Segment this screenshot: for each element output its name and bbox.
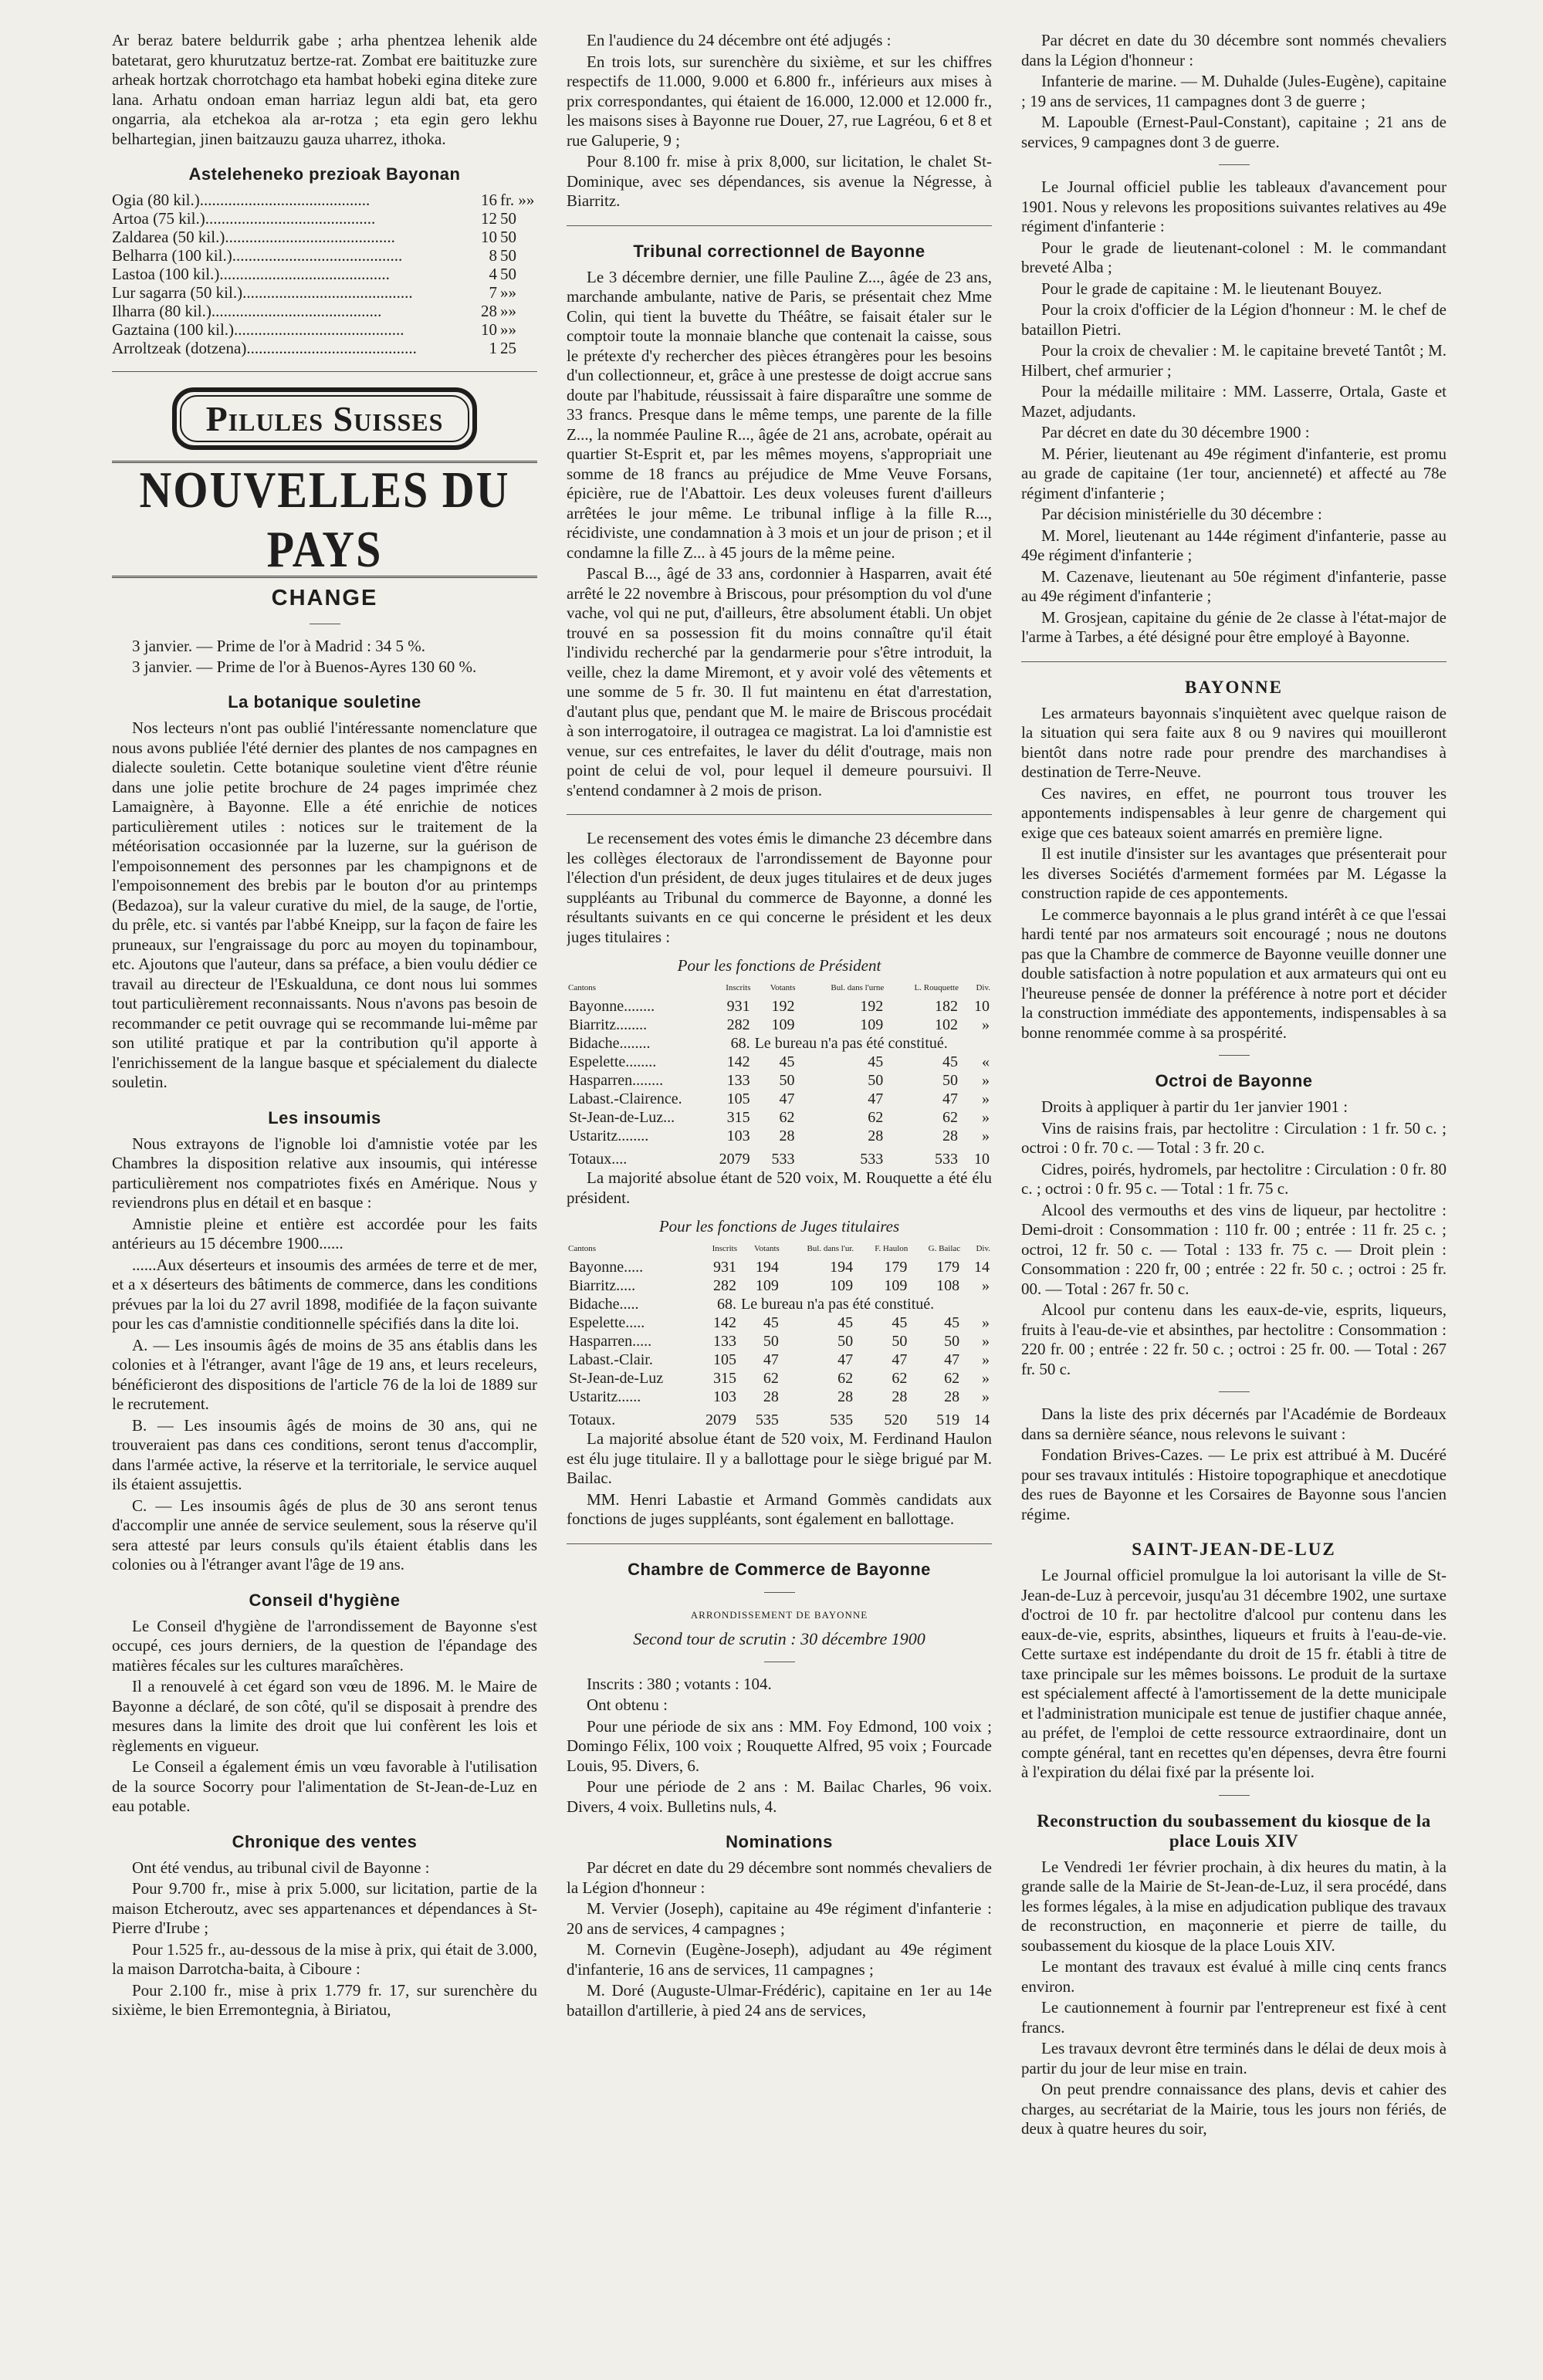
prices-title: Asteleheneko prezioak Bayonan bbox=[188, 164, 461, 184]
price-item: Zaldarea (50 kil.).......................................... bbox=[112, 228, 395, 246]
table-cell: 50 bbox=[779, 1072, 795, 1089]
divider bbox=[1219, 1391, 1250, 1392]
table-header: Inscrits bbox=[726, 983, 751, 992]
table-cell: 108 bbox=[936, 1277, 960, 1294]
table-cell: 50 bbox=[868, 1072, 884, 1089]
table-cell: » bbox=[982, 1090, 990, 1107]
price-item: Arroltzeak (dotzena).......................................... bbox=[112, 339, 417, 357]
table-cell: Bayonne..... bbox=[569, 1259, 644, 1276]
nominations-title: Nominations bbox=[726, 1832, 833, 1851]
table-cell: 109 bbox=[830, 1277, 854, 1294]
table-cell: 47 bbox=[944, 1351, 960, 1368]
change-line-2: 3 janvier. — Prime de l'or à Buenos-Ayres 130 60 %. bbox=[132, 658, 477, 676]
table-cell: 28 bbox=[942, 1127, 958, 1144]
price-unit: 50 bbox=[500, 265, 516, 283]
table-cell: 50 bbox=[944, 1333, 960, 1350]
price-unit: 50 bbox=[500, 209, 516, 228]
nominations-p3: M. Cornevin (Eugène-Joseph), adjudant au 49e régiment d'infanterie, 16 ans de services, 11 campagnes ; bbox=[567, 1940, 992, 1979]
divider bbox=[567, 814, 992, 815]
price-item: Belharra (100 kil.).......................................... bbox=[112, 246, 403, 265]
insoumis-p3: ......Aux déserteurs et insoumis des armées de terre et de mer, et a x déserteurs des bâtiments de commerce, dans les conditions prévues par la loi du 27 avril 1898, modifiée de la façon suivante pour les cas d'amnistie conditionnelle spécifiés dans la dite loi. bbox=[112, 1255, 537, 1333]
table-cell: 47 bbox=[837, 1351, 854, 1368]
table-cell: Espelette........ bbox=[569, 1053, 657, 1070]
avancement-p5: Pour le grade de lieutenant-colonel : M. le commandant breveté Alba ; bbox=[1021, 238, 1447, 276]
table-cell: 50 bbox=[942, 1072, 958, 1089]
ventes-cont-3: Pour 8.100 fr. mise à prix 8,000, sur licitation, le chalet St-Dominique, avec ses dépendances, sis avenue la Négresse, à Biarritz. bbox=[567, 152, 992, 210]
legion-p2: Infanterie de marine. — M. Duhalde (Jules-Eugène), capitaine ; 19 ans de services, 11 campagnes dont 3 de guerre ; bbox=[1021, 72, 1447, 110]
table-cell: 50 bbox=[837, 1333, 854, 1350]
table-cell: 45 bbox=[763, 1314, 779, 1331]
table-cell: 28 bbox=[837, 1388, 854, 1405]
advertisement bbox=[118, 387, 531, 450]
table-header: F. Haulon bbox=[875, 1244, 909, 1253]
judges-result: La majorité absolue étant de 520 voix, M. Ferdinand Haulon est élu juge titulaire. Il y a ballottage pour le siège brigué par M. Bailac. bbox=[567, 1429, 992, 1487]
table-cell: 315 bbox=[712, 1370, 736, 1387]
table-cell: 45 bbox=[942, 1053, 958, 1070]
chambre-title: Chambre de Commerce de Bayonne bbox=[628, 1559, 931, 1579]
table-cell: 282 bbox=[726, 1016, 750, 1033]
table-cell: » bbox=[982, 1016, 990, 1033]
price-value: 12 bbox=[481, 209, 497, 228]
columns bbox=[112, 31, 1447, 2346]
botanique-text: Nos lecteurs n'ont pas oublié l'intéressante nomenclature que nous avons publiée l'été dernier des plantes de nos campagnes en dialecte souletin. Cette botanique souletine vient d'être réunie dans une jolie petite brochure de 24 pages imprimée chez Lamaignère, à Bayonne. Elle a été enrichie de notices particulièrement utiles : notices sur le traitement de la météorisation occasionnée par la luzerne, sur la guérison de l'empoisonnement des personnes par les champignons et de l'empoisonnement des brebis par le bouton d'or au printemps (Bedazoa), sur la valeur curative du miel, de la sauge, de l'ortie, du prêle, etc. si vantés par l'abbé Kneipp, sur la façon de faire les pruneaux, sur l'engraissage du porc au moyen du topinambour, etc. Ajoutons que l'auteur, dans sa préface, a bien voulu dédier ce travail au directeur de l'Eskualduna, ce dont nous lui sommes tout particulièrement reconnaissants. Nous n'avons pas besoin de recommander ce petit ouvrage qui se recommande lui-même par son utilité pratique et par la contribution qu'il apporte à l'enrichissement de la langue basque et spécialement du dialecte souletin. bbox=[112, 718, 537, 1091]
table-cell: 62 bbox=[779, 1109, 795, 1126]
table-row bbox=[567, 1053, 992, 1071]
table-cell: 45 bbox=[892, 1314, 908, 1331]
table-cell: » bbox=[982, 1333, 990, 1350]
table-cell: 68. bbox=[730, 1035, 750, 1052]
kiosque-p4: Les travaux devront être terminés dans le délai de deux mois à partir du jour de leur mise en train. bbox=[1021, 2039, 1447, 2077]
table-row bbox=[567, 1108, 992, 1127]
price-item: Lur sagarra (50 kil.).......................................... bbox=[112, 283, 413, 302]
decision-p13: M. Morel, lieutenant au 144e régiment d'infanterie, passe au 49e régiment d'infanterie ; bbox=[1021, 526, 1447, 564]
table-cell: 10 bbox=[974, 1151, 990, 1168]
kiosque-p2: Le montant des travaux est évalué à mille cinq cents francs environ. bbox=[1021, 1957, 1447, 1996]
hygiene-p3: Le Conseil a également émis un vœu favorable à l'utilisation de la source Socorry pour l'alimentation de St-Jean-de-Luz en eau potable. bbox=[112, 1757, 537, 1815]
price-value: 8 bbox=[489, 246, 497, 265]
table-cell: 28 bbox=[763, 1388, 779, 1405]
kiosque-p1: Le Vendredi 1er février prochain, à dix heures du matin, à la grande salle de la Mairie de St-Jean-de-Luz, il sera procédé, dans les formes légales, à la mise en adjudication publique des travaux de reconstruction, en maçonnerie et pierre de taille, du soubassement du kiosque de la place Louis XIV. bbox=[1021, 1857, 1447, 1955]
price-item: Artoa (75 kil.).......................................... bbox=[112, 209, 376, 228]
table-row bbox=[567, 1276, 992, 1295]
academie-p2: Fondation Brives-Cazes. — Le prix est attribué à M. Ducéré pour ses travaux intitulés : Histoire topographique et anecdotique des rues de Bayonne et les Corsaires de Bayonne sous l'ancien régime. bbox=[1021, 1445, 1447, 1523]
column-3 bbox=[1021, 31, 1447, 2346]
table-cell: 931 bbox=[712, 1259, 736, 1276]
ad-frame bbox=[172, 387, 478, 450]
ventes-cont-1: En l'audience du 24 décembre ont été adjugés : bbox=[587, 31, 892, 49]
ad-text: Pilules Suisses bbox=[205, 399, 444, 438]
table-header: Cantons bbox=[568, 983, 597, 992]
table-cell: » bbox=[982, 1370, 990, 1387]
table-cell: Bayonne........ bbox=[569, 998, 655, 1015]
table-row-bidache bbox=[567, 1295, 992, 1313]
table-header: Votants bbox=[770, 983, 796, 992]
table-cell: 931 bbox=[726, 998, 750, 1015]
table-cell: 10 bbox=[974, 998, 990, 1015]
table-cell: 62 bbox=[892, 1370, 908, 1387]
price-unit: »» bbox=[500, 283, 516, 302]
tribunal-title: Tribunal correctionnel de Bayonne bbox=[633, 241, 925, 261]
decision-p14: M. Cazenave, lieutenant au 50e régiment d'infanterie, passe au 49e régiment d'infanterie ; bbox=[1021, 566, 1447, 605]
section-masthead: NOUVELLES DU PAYS bbox=[139, 461, 510, 578]
table-cell: 47 bbox=[942, 1090, 958, 1107]
table-cell: » bbox=[982, 1351, 990, 1368]
botanique-title: La botanique souletine bbox=[228, 692, 421, 712]
table-cell: 28 bbox=[892, 1388, 908, 1405]
table-cell: 50 bbox=[763, 1333, 779, 1350]
table-cell: 109 bbox=[755, 1277, 779, 1294]
table-cell-note: Le bureau n'a pas été constitué. bbox=[740, 1296, 935, 1313]
table-total-row bbox=[567, 1145, 992, 1168]
bayonne-p4: Le commerce bayonnais a le plus grand intérêt à ce que l'essai hardi tenté par nos armateurs soit encouragé ; nous ne doutons pas que la Chambre de commerce de Bayonne veuille donner une double satisfaction à notre population et aux armateurs qui ont eu l'heureuse pensée de donner la préférence à notre port et décider la construction immédiate des appontements, indispensables à sa bonne renommée comme à sa prospérité. bbox=[1021, 904, 1447, 1042]
price-unit: »» bbox=[500, 320, 516, 339]
table-row bbox=[567, 1016, 992, 1034]
table-cell: Ustaritz........ bbox=[569, 1127, 649, 1144]
table-cell: 28 bbox=[944, 1388, 960, 1405]
table-cell: 535 bbox=[830, 1411, 854, 1428]
price-item: Gaztaina (100 kil.).......................................... bbox=[112, 320, 404, 339]
table-cell: 109 bbox=[884, 1277, 908, 1294]
table-cell: » bbox=[982, 1314, 990, 1331]
insoumis-p4: A. — Les insoumis âgés de moins de 35 ans établis dans les colonies et à l'étranger, avant l'âge de 19 ans, et leurs receleurs, bénéficieront des dispositions de l'article 76 de la loi de 1889 sur le recrutement. bbox=[112, 1335, 537, 1413]
recensement-text: Le recensement des votes émis le dimanche 23 décembre dans les collèges électoraux de l'arrondissement de Bayonne pour l'élection d'un président, de deux juges titulaires et de deux juges suppléants au Tribunal du commerce de Bayonne, a donné les résultants suivants en ce qui concerne le président et les deux juges titulaires : bbox=[567, 829, 992, 946]
table-cell: » bbox=[982, 1388, 990, 1405]
table-cell: Totaux. bbox=[569, 1411, 616, 1428]
column-2 bbox=[567, 31, 992, 2346]
nominations-p4: M. Doré (Auguste-Ulmar-Frédéric), capitaine en 1er au 14e bataillon d'artillerie, à pied 24 ans de services, bbox=[567, 1981, 992, 2020]
price-row bbox=[112, 302, 537, 320]
price-unit: 25 bbox=[500, 339, 516, 357]
price-item: Ogia (80 kil.).......................................... bbox=[112, 191, 371, 209]
price-value: 16 bbox=[481, 191, 497, 209]
chambre-p3: Pour une période de six ans : MM. Foy Edmond, 100 voix ; Domingo Félix, 100 voix ; Rouquette Alfred, 95 voix ; Fourcade Louis, 95. Divers, 6. bbox=[567, 1716, 992, 1775]
bayonne-p2: Ces navires, en effet, ne pourront tous trouver les appontements indispensables à leur genre de chargement qui exige que ces bateaux soient amarrés en première ligne. bbox=[1021, 783, 1447, 842]
table-header: G. Bailac bbox=[928, 1244, 961, 1253]
table-cell: Ustaritz...... bbox=[569, 1388, 641, 1405]
insoumis-p5: B. — Les insoumis âgés de moins de 30 ans, qui ne trouveraient pas dans ces conditions, seront tenus d'accomplir, dans l'armée active, la réserve et la territoriale, le service auquel ils étaient assujettis. bbox=[112, 1415, 537, 1493]
insoumis-p6: C. — Les insoumis âgés de plus de 30 ans seront tenus d'accomplir une année de service seulement, sous la réserve qu'il sera attesté par leurs consuls qu'ils étaient établis dans les colonies ou à l'étranger avant l'âge de 19 ans. bbox=[112, 1496, 537, 1574]
avancement-p9: Pour la médaille militaire : MM. Lasserre, Ortala, Gaste et Mazet, adjudants. bbox=[1021, 382, 1447, 421]
table-cell: 109 bbox=[771, 1016, 795, 1033]
legion-p1: Par décret en date du 30 décembre sont nommés chevaliers dans la Légion d'honneur : bbox=[1021, 31, 1447, 69]
table-cell: » bbox=[982, 1109, 990, 1126]
table-total-row bbox=[567, 1406, 992, 1429]
price-unit: »» bbox=[500, 302, 516, 320]
stjean-p1: Le Journal officiel promulgue la loi autorisant la ville de St-Jean-de-Luz à percevoir, jusqu'au 31 décembre 1902, une surtaxe d'octroi de 10 fr. par hectolitre d'alcool pur contenu dans les eaux-de-vie, esprits, absinthes, liqueurs et fruits à l'eau-de-vie. Cette surtaxe est indépendante du droit de 15 fr. établi à titre de taxe principale sur les mêmes boissons. Le produit de la surtaxe est spécialement affecté à l'amortissement de la dette municipale et l'administration municipale est tenue de justifier chaque année, au préfet, de l'emploi de cette ressource extraordinaire, dont un compte général, tant en recettes qu'en dépenses, devra être fourni à l'expiration du délai fixé par la présente loi. bbox=[1021, 1566, 1447, 1781]
table-row bbox=[567, 1332, 992, 1351]
table-cell: 14 bbox=[974, 1411, 990, 1428]
judges-votes-table bbox=[567, 1239, 992, 1429]
table-cell: » bbox=[982, 1277, 990, 1294]
table-cell: 62 bbox=[837, 1370, 854, 1387]
chambre-p2: Ont obtenu : bbox=[587, 1695, 668, 1714]
price-value: 1 bbox=[489, 339, 497, 357]
price-row bbox=[112, 228, 537, 246]
tribunal-p1: Le 3 décembre dernier, une fille Pauline Z..., âgée de 23 ans, marchande ambulante, native de Paris, se présentait chez Mme Colin, qui tient la buvette du Théâtre, se faisait étaler sur le comptoir toute la monnaie blanche que contenait la caisse, sous le prétexte d'y rechercher des pièces étrangères pour les besoins d'un collectionneur, et, grâce à une prestesse de doigt accrue sans doute par l'habitude, réussissait à faire disparaître une somme de 33 francs. Presque dans le même temps, une parente de la fille Z..., la nommée Pauline R..., âgée de 21 ans, acrobate, opérait au quartier St-Esprit et, par les mêmes moyens, s'appropriait une somme de 18 francs au préjudice de Mme Veuve Forsans, épicière, rue de l'Abattoir. Les deux voleuses furent d'ailleurs arrêtées le jour même. Le tribunal inflige à la fille R..., récidiviste, une condamnation à 3 mois et un jour de prison ; et il condamne la fille Z... à 45 jours de la même peine. bbox=[567, 267, 992, 562]
table-cell: 282 bbox=[712, 1277, 736, 1294]
ventes-p3: Pour 1.525 fr., au-dessous de la mise à prix, qui était de 3.000, la maison Darrotcha-baita, à Ciboure : bbox=[112, 1939, 537, 1978]
ventes-cont-2: En trois lots, sur surenchère du sixième, et sur les chiffres respectifs de 11.000, 9.000 et 6.800 fr., inférieurs aux mises à prix correspondantes, qui étaient de 16.000, 12.000 et 12.000 fr., les maisons sises à Bayonne rue Douer, 27, rue Lagréou, 6 et 8 et rue Galuperie, 9 ; bbox=[567, 52, 992, 150]
price-item: Lastoa (100 kil.).......................................... bbox=[112, 265, 390, 283]
bayonne-p3: Il est inutile d'insister sur les avantages que présenterait pour les diverses Sociétés d'armement formées par M. Légasse la construction rapide de ces appontements. bbox=[1021, 844, 1447, 902]
divider bbox=[567, 1543, 992, 1544]
table-cell: Bidache..... bbox=[569, 1296, 639, 1313]
price-unit: 50 bbox=[500, 246, 516, 265]
table-cell: Biarritz........ bbox=[569, 1016, 648, 1033]
octroi-p3: Cidres, poirés, hydromels, par hectolitre : Circulation : 0 fr. 80 c. ; octroi : 0 fr. 95 c. — Total : 1 fr. 75 c. bbox=[1021, 1159, 1447, 1198]
chambre-p4: Pour une période de 2 ans : M. Bailac Charles, 96 voix. Divers, 4 voix. Bulletins nuls, 4. bbox=[567, 1777, 992, 1816]
nominations-p1: Par décret en date du 29 décembre sont nommés chevaliers de la Légion d'honneur : bbox=[567, 1858, 992, 1897]
table-header: Div. bbox=[976, 983, 990, 992]
price-value: 28 bbox=[481, 302, 497, 320]
kiosque-p3: Le cautionnement à fournir par l'entrepreneur est fixé à cent francs. bbox=[1021, 1998, 1447, 2037]
table-cell: 133 bbox=[726, 1072, 750, 1089]
table-row bbox=[567, 1258, 992, 1276]
nominations-p2: M. Vervier (Joseph), capitaine au 49e régiment d'infanterie : 20 ans de services, 4 campagnes ; bbox=[567, 1899, 992, 1938]
table-cell: 533 bbox=[860, 1151, 884, 1168]
table-header: Cantons bbox=[568, 1244, 597, 1253]
table-cell: 109 bbox=[860, 1016, 884, 1033]
table-cell: 103 bbox=[726, 1127, 750, 1144]
table-cell: Bidache........ bbox=[569, 1035, 651, 1052]
table-cell-note: Le bureau n'a pas été constitué. bbox=[754, 1035, 948, 1052]
table-header: L. Rouquette bbox=[914, 983, 959, 992]
table-row bbox=[567, 1369, 992, 1388]
table-cell: 194 bbox=[830, 1259, 854, 1276]
tribunal-p2: Pascal B..., âgé de 33 ans, cordonnier à Hasparren, avait été arrêté le 22 novembre à Briscous, pour présomption du vol d'une vache, vol qui ne put, d'ailleurs, être absolument établi. Un objet trouvé en sa possession fit du moins connaître qu'il était l'individu recherché par la gendarmerie pour s'être introduit, la veille, chez la dame Miremont, et y avoir volé des vêtements et une somme de 5 fr. 30. Il fut maintenu en état d'arrestation, d'autant plus que, pendant que M. le maire de Briscous procédait à son interrogatoire, il outragea ce magistrat. La loi d'amnistie est venue, sur ces entrefaites, le laver du délit d'outrage, mais non point de celui de vol, pour lequel il demeure poursuivi. Il s'entend condamner à 2 mois de prison. bbox=[567, 564, 992, 800]
table-cell: 2079 bbox=[705, 1411, 736, 1428]
chambre-p1: Inscrits : 380 ; votants : 104. bbox=[587, 1674, 772, 1693]
price-row bbox=[112, 209, 537, 228]
divider bbox=[1219, 1055, 1250, 1056]
table-cell: 192 bbox=[860, 998, 884, 1015]
table-cell: Hasparren..... bbox=[569, 1333, 652, 1350]
table-cell: 62 bbox=[942, 1109, 958, 1126]
table-cell: 45 bbox=[837, 1314, 854, 1331]
table-row bbox=[567, 1351, 992, 1369]
prices-table bbox=[112, 191, 537, 357]
divider bbox=[1219, 164, 1250, 165]
table-cell: Hasparren........ bbox=[569, 1072, 664, 1089]
avancement-p4: Le Journal officiel publie les tableaux d'avancement pour 1901. Nous y relevons les propositions suivantes relatives au 49e régiment d'infanterie : bbox=[1021, 177, 1447, 235]
price-row bbox=[112, 191, 537, 209]
table-cell: 47 bbox=[763, 1351, 779, 1368]
table-cell: 533 bbox=[771, 1151, 795, 1168]
table-row bbox=[567, 1313, 992, 1332]
chambre-tour: Second tour de scrutin : 30 décembre 1900 bbox=[633, 1629, 925, 1648]
price-unit: 50 bbox=[500, 228, 516, 246]
divider bbox=[764, 1592, 795, 1593]
kiosque-p5: On peut prendre connaissance des plans, devis et cahier des charges, au secrétariat de la Mairie, tous les jours non fériés, de deux à quatre heures du soir, bbox=[1021, 2080, 1447, 2138]
stjean-title: SAINT-JEAN-DE-LUZ bbox=[1132, 1540, 1336, 1559]
table-cell: 194 bbox=[755, 1259, 779, 1276]
table-cell: 315 bbox=[726, 1109, 750, 1126]
table-cell: 47 bbox=[868, 1090, 884, 1107]
table-cell: 133 bbox=[712, 1333, 736, 1350]
table-cell: 62 bbox=[763, 1370, 779, 1387]
table-cell: 47 bbox=[892, 1351, 908, 1368]
table-cell: 14 bbox=[974, 1259, 990, 1276]
price-row bbox=[112, 283, 537, 302]
price-value: 10 bbox=[481, 320, 497, 339]
table-cell: 142 bbox=[712, 1314, 736, 1331]
table-header: Div. bbox=[976, 1244, 990, 1253]
table-cell: 2079 bbox=[719, 1151, 750, 1168]
table-cell: 179 bbox=[884, 1259, 908, 1276]
table-cell: 102 bbox=[934, 1016, 958, 1033]
change-line-1: 3 janvier. — Prime de l'or à Madrid : 34 5 %. bbox=[132, 637, 425, 655]
table-header: Bul. dans l'urne bbox=[831, 983, 885, 992]
hygiene-title: Conseil d'hygiène bbox=[249, 1590, 401, 1610]
table-cell: 103 bbox=[712, 1388, 736, 1405]
table-cell: 535 bbox=[755, 1411, 779, 1428]
academie-p1: Dans la liste des prix décernés par l'Académie de Bordeaux dans sa dernière séance, nous relevons le suivant : bbox=[1021, 1405, 1447, 1443]
table-cell: Espelette..... bbox=[569, 1314, 645, 1331]
hygiene-p1: Le Conseil d'hygiène de l'arrondissement de Bayonne s'est occupé, ces jours derniers, de la question de l'épandage des matières fécales sur les cultures maraîchères. bbox=[112, 1616, 537, 1675]
table-row-bidache bbox=[567, 1034, 992, 1053]
table-cell: Labast.-Clair. bbox=[569, 1351, 653, 1368]
table-cell: St-Jean-de-Luz bbox=[569, 1370, 664, 1387]
avancement-p6: Pour le grade de capitaine : M. le lieutenant Bouyez. bbox=[1041, 279, 1382, 298]
ventes-p1: Ont été vendus, au tribunal civil de Bayonne : bbox=[132, 1858, 430, 1877]
table-cell: 45 bbox=[944, 1314, 960, 1331]
table-cell: 50 bbox=[892, 1333, 908, 1350]
president-result: La majorité absolue étant de 520 voix, M. Rouquette a été élu président. bbox=[567, 1168, 992, 1207]
ventes-title: Chronique des ventes bbox=[232, 1831, 418, 1851]
insoumis-p2: Amnistie pleine et entière est accordée pour les faits antérieurs au 15 décembre 1900...... bbox=[112, 1214, 537, 1253]
price-item: Ilharra (80 kil.).......................................... bbox=[112, 302, 382, 320]
table-cell: 45 bbox=[779, 1053, 795, 1070]
ventes-p2: Pour 9.700 fr., mise à prix 5.000, sur licitation, partie de la maison Etcheroutz, avec ses appartenances et dépendances à St-Pierre d'Irube ; bbox=[112, 1879, 537, 1937]
table-cell: 68. bbox=[716, 1296, 736, 1313]
table-row bbox=[567, 1388, 992, 1406]
table-cell: Totaux.... bbox=[569, 1151, 628, 1168]
price-value: 10 bbox=[481, 228, 497, 246]
table-cell: 62 bbox=[868, 1109, 884, 1126]
price-row bbox=[112, 246, 537, 265]
bayonne-title: BAYONNE bbox=[1185, 677, 1283, 697]
price-value: 4 bbox=[489, 265, 497, 283]
price-row bbox=[112, 265, 537, 283]
octroi-p1: Droits à appliquer à partir du 1er janvier 1901 : bbox=[1041, 1097, 1348, 1116]
president-votes-table bbox=[567, 979, 992, 1168]
octroi-p2: Vins de raisins frais, par hectolitre : Circulation : 1 fr. 50 c. ; octroi : 0 fr. 70 c. — Total : 3 fr. 20 c. bbox=[1021, 1118, 1447, 1157]
table-cell: 142 bbox=[726, 1053, 750, 1070]
decision-p15: M. Grosjean, capitaine du génie de 2e classe à l'état-major de l'arme à Tarbes, a été désigné pour être employé à Bayonne. bbox=[1021, 607, 1447, 646]
hygiene-p2: Il a renouvelé à cet égard son vœu de 1896. M. le Maire de Bayonne a déclaré, de son côté, qu'il se disposait à prendre des mesures dans la limite des droit que lui confèrent les lois et règlements en vigueur. bbox=[112, 1677, 537, 1755]
divider bbox=[112, 371, 537, 372]
table-cell: 533 bbox=[934, 1151, 958, 1168]
table-row bbox=[567, 1090, 992, 1108]
table-cell: « bbox=[982, 1053, 990, 1070]
avancement-p7: Pour la croix d'officier de la Légion d'honneur : M. le chef de bataillon Pietri. bbox=[1021, 300, 1447, 339]
octroi-p5: Alcool pur contenu dans les eaux-de-vie, esprits, liqueurs, fruits à l'eau-de-vie et absinthes, par hectolitre : Consommation : 220 fr. 00 ; entrée : 22 fr. 50 c. ; octroi : 25 fr. 00. — Total : 267 fr. 50 c. bbox=[1021, 1300, 1447, 1378]
table-cell: 182 bbox=[934, 998, 958, 1015]
table-cell: 28 bbox=[868, 1127, 884, 1144]
divider bbox=[1219, 1795, 1250, 1796]
president-table-title: Pour les fonctions de Président bbox=[677, 956, 881, 975]
decret-p11: M. Périer, lieutenant au 49e régiment d'infanterie, est promu au grade de capitaine (1er tour, ancienneté) et affecté au 78e régiment d'infanterie ; bbox=[1021, 444, 1447, 502]
table-cell: 192 bbox=[771, 998, 795, 1015]
table-cell: 45 bbox=[868, 1053, 884, 1070]
table-cell: 62 bbox=[944, 1370, 960, 1387]
octroi-p4: Alcool des vermouths et des vins de liqueur, par hectolitre : Demi-droit : Consommation : 110 fr. 00 ; entrée : 11 fr. 25 c. ; octroi, 12 fr. 50 c. — Total : 133 fr. 75 c. — Droit plein : Consommation : 220 fr, 00 ; entrée : 22 fr. 50 c. ; octroi : 25 fr. 00. — Total : 267 fr. 50 c. bbox=[1021, 1200, 1447, 1298]
table-cell: Labast.-Clairence. bbox=[569, 1090, 682, 1107]
table-row bbox=[567, 997, 992, 1016]
price-row bbox=[112, 320, 537, 339]
decret-p10: Par décret en date du 30 décembre 1900 : bbox=[1041, 423, 1310, 441]
table-cell: Biarritz..... bbox=[569, 1277, 636, 1294]
table-cell: 105 bbox=[712, 1351, 736, 1368]
octroi-title: Octroi de Bayonne bbox=[1155, 1071, 1313, 1090]
price-row bbox=[112, 339, 537, 357]
column-1 bbox=[112, 31, 537, 2346]
table-cell: » bbox=[982, 1127, 990, 1144]
price-unit: fr. »» bbox=[500, 191, 535, 209]
table-cell: » bbox=[982, 1072, 990, 1089]
price-value: 7 bbox=[489, 283, 497, 302]
table-cell: 179 bbox=[936, 1259, 960, 1276]
insoumis-p1: Nous extrayons de l'ignoble loi d'amnistie votée par les Chambres la disposition relative aux insoumis, qui intéresse particulièrement nos compatriotes fixés en Amérique. Nous y reviendrons plus en détail et en basque : bbox=[112, 1134, 537, 1212]
table-header: Bul. dans l'ur. bbox=[807, 1244, 854, 1253]
table-cell: 520 bbox=[884, 1411, 908, 1428]
table-header: Votants bbox=[754, 1244, 780, 1253]
table-cell: 28 bbox=[779, 1127, 795, 1144]
table-cell: 47 bbox=[779, 1090, 795, 1107]
table-row bbox=[567, 1071, 992, 1090]
bayonne-p1: Les armateurs bayonnais s'inquiètent avec quelque raison de la situation qui sera faite aux 8 ou 9 navires qui mouilleront bientôt dans notre rade pour prendre des marchandises à destination de Terre-Neuve. bbox=[1021, 703, 1447, 781]
basque-intro: Ar beraz batere beldurrik gabe ; arha phentzea lehenik alde batetarat, gero khurutzatuz bertze-rat. Zombat ere baitituzke zure arheak hortzak chorrotchago eta hambat hobeki egina diteke zure lana. Arhatu ondoan eman harriaz legun aldi bat, eta gero ongarria, ala etchekoa ala ar-rotza ; eta egin gero lekhu belhartegian, jinen baitzauzu gauza uharrez, ithoka. bbox=[112, 31, 537, 148]
table-cell: 519 bbox=[936, 1411, 960, 1428]
avancement-p8: Pour la croix de chevalier : M. le capitaine breveté Tantôt ; M. Hilbert, chef armurier ; bbox=[1021, 341, 1447, 380]
change-title: CHANGE bbox=[271, 586, 378, 610]
divider bbox=[1021, 661, 1447, 662]
table-header: Inscrits bbox=[712, 1244, 737, 1253]
table-cell: 105 bbox=[726, 1090, 750, 1107]
decision-p12: Par décision ministérielle du 30 décembre : bbox=[1041, 505, 1322, 523]
insoumis-title: Les insoumis bbox=[268, 1107, 381, 1127]
judges-table-title: Pour les fonctions de Juges titulaires bbox=[658, 1217, 900, 1236]
kiosque-title: Reconstruction du soubassement du kiosque de la place Louis XIV bbox=[1037, 1810, 1431, 1851]
judges-result-2: MM. Henri Labastie et Armand Gommès candidats aux fonctions de juges suppléants, sont également en ballottage. bbox=[567, 1489, 992, 1528]
table-cell: St-Jean-de-Luz... bbox=[569, 1109, 675, 1126]
legion-p3: M. Lapouble (Ernest-Paul-Constant), capitaine ; 21 ans de services, 9 campagnes dont 3 de guerre. bbox=[1021, 113, 1447, 151]
divider bbox=[567, 225, 992, 226]
table-row bbox=[567, 1127, 992, 1145]
chambre-arrondissement: ARRONDISSEMENT DE BAYONNE bbox=[690, 1608, 868, 1621]
ventes-p4: Pour 2.100 fr., mise à prix 1.779 fr. 17, sur surenchère du sixième, le bien Erremontegnia, à Biriatou, bbox=[112, 1980, 537, 2019]
